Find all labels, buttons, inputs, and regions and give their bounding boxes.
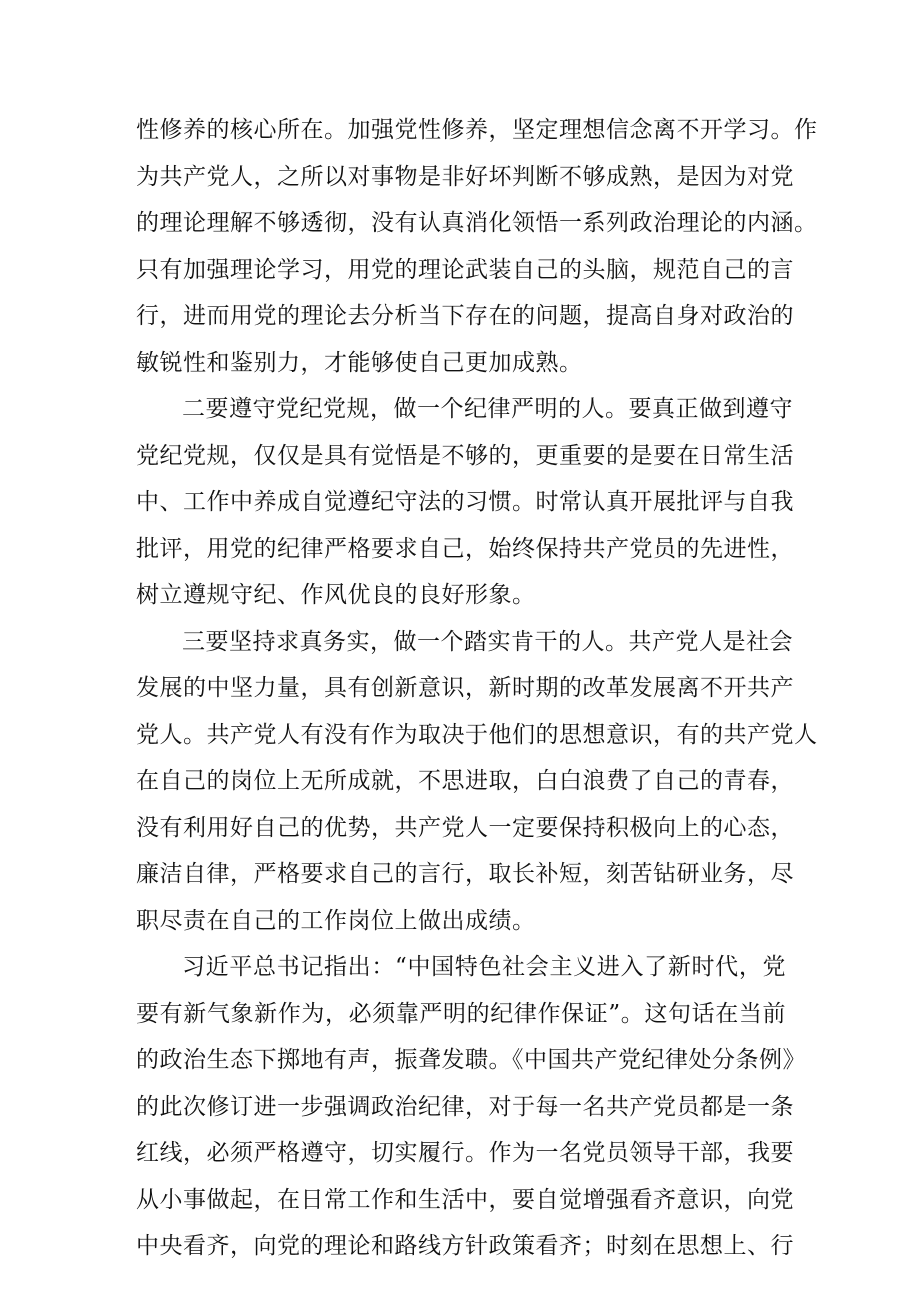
text-line: 党人。共产党人有没有作为取决于他们的思想意识，有的共产党人	[136, 721, 818, 748]
text-line: 习近平总书记指出：“中国特色社会主义进入了新时代，党	[182, 954, 786, 980]
text-line: 的理论理解不够透彻，没有认真消化领悟一系列政治理论的内涵。	[136, 210, 818, 236]
text-line: 职尽责在自己的工作岗位上做出成绩。	[136, 907, 536, 934]
text-line: 为共产党人，之所以对事物是非好坏判断不够成熟，是因为对党	[136, 163, 794, 190]
text-line: 中央看齐，向党的理论和路线方针政策看齐；时刻在思想上、行	[136, 1233, 794, 1259]
text-line: 批评，用党的纪律严格要求自己，始终保持共产党员的先进性，	[136, 535, 794, 562]
text-line: 行，进而用党的理论去分析当下存在的问题，提高自身对政治的	[136, 303, 794, 329]
text-line: 只有加强理论学习，用党的理论武装自己的头脑，规范自己的言	[136, 256, 794, 283]
text-line: 党纪党规，仅仅是具有觉悟是不够的，更重要的是要在日常生活	[136, 442, 794, 469]
text-line: 发展的中坚力量，具有创新意识，新时期的改革发展离不开共产	[136, 675, 794, 701]
text-line: 没有利用好自己的优势，共产党人一定要保持积极向上的心态，	[136, 814, 794, 841]
text-line: 红线，必须严格遵守，切实履行。作为一名党员领导干部，我要	[136, 1140, 794, 1166]
text-line: 的此次修订进一步强调政治纪律，对于每一名共产党员都是一条	[136, 1093, 794, 1120]
text-line: 中、工作中养成自觉遵纪守法的习惯。时常认真开展批评与自我	[136, 489, 794, 515]
text-line: 敏锐性和鉴别力，才能够使自己更加成熟。	[136, 349, 583, 376]
text-line: 三要坚持求真务实，做一个踏实肯干的人。共产党人是社会	[182, 628, 793, 655]
text-line: 性修养的核心所在。加强党性修养，坚定理想信念离不开学习。作	[136, 117, 818, 143]
text-line: 在自己的岗位上无所成就，不思进取，白白浪费了自己的青春，	[136, 768, 794, 794]
text-line: 的政治生态下掷地有声，振聋发聩。《中国共产党纪律处分条例》	[136, 1047, 806, 1073]
text-line: 从小事做起，在日常工作和生活中，要自觉增强看齐意识，向党	[136, 1186, 794, 1213]
text-line: 二要遵守党纪党规，做一个纪律严明的人。要真正做到遵守	[182, 396, 793, 422]
text-line: 树立遵规守纪、作风优良的良好形象。	[136, 582, 536, 608]
text-line: 廉洁自律，严格要求自己的言行，取长补短，刻苦钻研业务，尽	[136, 861, 794, 887]
text-line: 要有新气象新作为，必须靠严明的纪律作保证”。这句话在当前	[136, 1000, 786, 1027]
body-text	[136, 112, 818, 1275]
